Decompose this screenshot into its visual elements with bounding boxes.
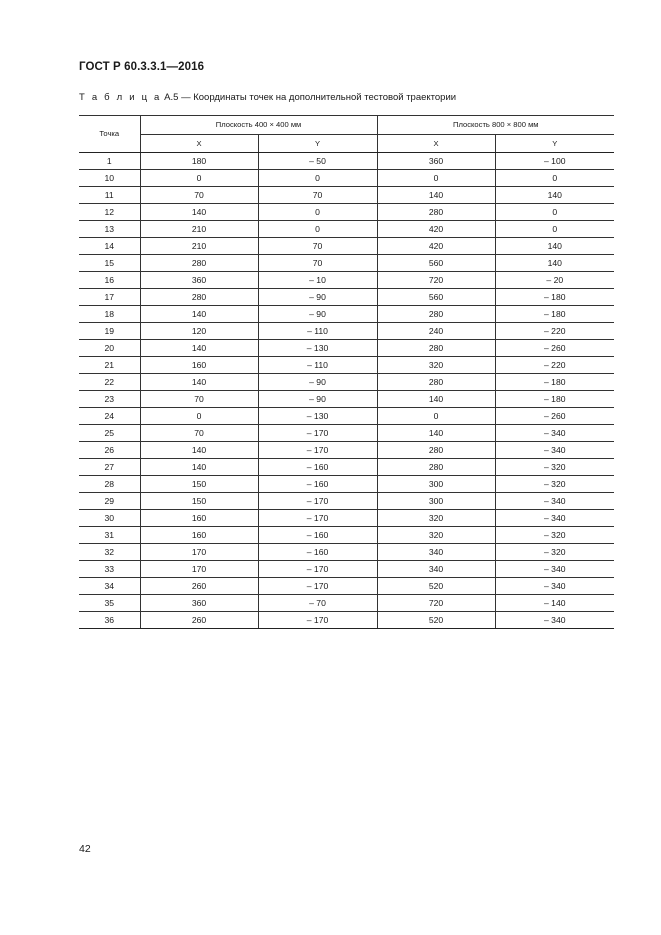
cell-400-y: – 170 — [258, 578, 377, 595]
cell-point: 23 — [79, 391, 140, 408]
header-plane-400: Плоскость 400 × 400 мм — [140, 116, 377, 135]
cell-400-y: – 160 — [258, 544, 377, 561]
cell-800-x: 280 — [377, 204, 495, 221]
table-row — [79, 221, 614, 238]
cell-400-x: 120 — [140, 323, 258, 340]
cell-400-x: 140 — [140, 374, 258, 391]
cell-400-y: 0 — [258, 170, 377, 187]
cell-point: 30 — [79, 510, 140, 527]
cell-800-x: 340 — [377, 561, 495, 578]
cell-400-y: 70 — [258, 238, 377, 255]
document-header: ГОСТ Р 60.3.3.1—2016 — [79, 61, 205, 73]
cell-400-y: 0 — [258, 204, 377, 221]
cell-400-y: – 110 — [258, 357, 377, 374]
cell-800-x: 240 — [377, 323, 495, 340]
table-row — [79, 459, 614, 476]
cell-800-x: 280 — [377, 374, 495, 391]
header-400-y: Y — [258, 135, 377, 153]
cell-800-y: 0 — [495, 221, 614, 238]
cell-800-x: 140 — [377, 391, 495, 408]
cell-800-x: 320 — [377, 510, 495, 527]
cell-800-x: 420 — [377, 221, 495, 238]
header-800-y: Y — [495, 135, 614, 153]
cell-400-y: – 50 — [258, 153, 377, 170]
cell-400-y: – 70 — [258, 595, 377, 612]
table-row — [79, 544, 614, 561]
table-caption-label: Т а б л и ц а — [79, 92, 162, 103]
table-row — [79, 153, 614, 170]
cell-400-x: 150 — [140, 476, 258, 493]
header-plane-800: Плоскость 800 × 800 мм — [377, 116, 614, 135]
cell-point: 20 — [79, 340, 140, 357]
cell-point: 35 — [79, 595, 140, 612]
cell-point: 34 — [79, 578, 140, 595]
cell-400-x: 280 — [140, 255, 258, 272]
cell-400-y: – 170 — [258, 442, 377, 459]
cell-400-x: 150 — [140, 493, 258, 510]
cell-400-y: – 170 — [258, 612, 377, 629]
cell-400-x: 140 — [140, 306, 258, 323]
cell-400-x: 70 — [140, 425, 258, 442]
cell-800-x: 340 — [377, 544, 495, 561]
cell-point: 15 — [79, 255, 140, 272]
cell-800-y: – 100 — [495, 153, 614, 170]
cell-400-y: – 90 — [258, 391, 377, 408]
cell-800-y: – 20 — [495, 272, 614, 289]
cell-800-x: 300 — [377, 493, 495, 510]
cell-point: 13 — [79, 221, 140, 238]
cell-800-x: 520 — [377, 612, 495, 629]
cell-400-x: 260 — [140, 578, 258, 595]
cell-800-y: – 340 — [495, 442, 614, 459]
cell-800-y: – 320 — [495, 476, 614, 493]
cell-800-y: – 340 — [495, 612, 614, 629]
cell-800-y: – 340 — [495, 578, 614, 595]
table-row — [79, 357, 614, 374]
cell-800-y: – 340 — [495, 561, 614, 578]
table-caption — [79, 92, 456, 103]
cell-point: 17 — [79, 289, 140, 306]
cell-800-y: – 220 — [495, 323, 614, 340]
cell-point: 21 — [79, 357, 140, 374]
cell-800-x: 720 — [377, 595, 495, 612]
table-row — [79, 323, 614, 340]
table-row — [79, 408, 614, 425]
cell-400-x: 0 — [140, 170, 258, 187]
cell-point: 26 — [79, 442, 140, 459]
cell-400-y: – 160 — [258, 476, 377, 493]
cell-800-y: 0 — [495, 204, 614, 221]
cell-400-x: 170 — [140, 561, 258, 578]
cell-800-x: 560 — [377, 255, 495, 272]
cell-point: 1 — [79, 153, 140, 170]
cell-800-y: – 140 — [495, 595, 614, 612]
coordinates-table — [79, 115, 614, 629]
cell-point: 33 — [79, 561, 140, 578]
cell-point: 25 — [79, 425, 140, 442]
table-row — [79, 561, 614, 578]
cell-800-y: – 260 — [495, 340, 614, 357]
cell-400-x: 260 — [140, 612, 258, 629]
table-row — [79, 493, 614, 510]
cell-800-y: – 260 — [495, 408, 614, 425]
table-row — [79, 595, 614, 612]
cell-400-x: 160 — [140, 357, 258, 374]
cell-400-x: 360 — [140, 272, 258, 289]
header-400-x: X — [140, 135, 258, 153]
cell-800-x: 420 — [377, 238, 495, 255]
cell-800-y: – 320 — [495, 527, 614, 544]
cell-800-x: 360 — [377, 153, 495, 170]
cell-400-x: 360 — [140, 595, 258, 612]
cell-400-y: – 10 — [258, 272, 377, 289]
cell-400-y: – 160 — [258, 527, 377, 544]
cell-400-x: 210 — [140, 238, 258, 255]
cell-400-x: 280 — [140, 289, 258, 306]
header-point: Точка — [79, 116, 140, 153]
cell-point: 16 — [79, 272, 140, 289]
table-body — [79, 153, 614, 629]
cell-800-x: 720 — [377, 272, 495, 289]
cell-800-x: 0 — [377, 170, 495, 187]
cell-400-x: 140 — [140, 459, 258, 476]
cell-point: 19 — [79, 323, 140, 340]
cell-400-x: 0 — [140, 408, 258, 425]
cell-400-x: 210 — [140, 221, 258, 238]
cell-400-y: – 130 — [258, 408, 377, 425]
cell-800-y: – 340 — [495, 510, 614, 527]
cell-400-y: – 170 — [258, 561, 377, 578]
table-caption-text: А.5 — Координаты точек на дополнительной тестовой траектории — [161, 92, 457, 103]
table-row — [79, 578, 614, 595]
table-row — [79, 170, 614, 187]
cell-800-y: – 180 — [495, 306, 614, 323]
cell-400-y: 0 — [258, 221, 377, 238]
cell-800-y: – 180 — [495, 374, 614, 391]
cell-400-y: 70 — [258, 187, 377, 204]
cell-400-y: – 170 — [258, 425, 377, 442]
table-row — [79, 612, 614, 629]
table-row — [79, 527, 614, 544]
cell-400-x: 70 — [140, 391, 258, 408]
cell-400-x: 140 — [140, 204, 258, 221]
cell-800-x: 140 — [377, 425, 495, 442]
cell-800-x: 560 — [377, 289, 495, 306]
cell-400-y: – 170 — [258, 493, 377, 510]
cell-point: 28 — [79, 476, 140, 493]
cell-800-x: 140 — [377, 187, 495, 204]
cell-400-y: – 160 — [258, 459, 377, 476]
cell-800-x: 300 — [377, 476, 495, 493]
cell-800-y: – 220 — [495, 357, 614, 374]
table-row — [79, 306, 614, 323]
cell-400-y: – 90 — [258, 289, 377, 306]
cell-point: 10 — [79, 170, 140, 187]
cell-point: 31 — [79, 527, 140, 544]
cell-point: 11 — [79, 187, 140, 204]
cell-800-y: – 320 — [495, 544, 614, 561]
cell-point: 12 — [79, 204, 140, 221]
cell-point: 18 — [79, 306, 140, 323]
cell-400-x: 160 — [140, 527, 258, 544]
cell-point: 14 — [79, 238, 140, 255]
cell-point: 32 — [79, 544, 140, 561]
header-800-x: X — [377, 135, 495, 153]
table-row — [79, 476, 614, 493]
cell-point: 29 — [79, 493, 140, 510]
cell-point: 27 — [79, 459, 140, 476]
cell-point: 24 — [79, 408, 140, 425]
cell-400-x: 70 — [140, 187, 258, 204]
cell-400-y: – 170 — [258, 510, 377, 527]
table-row — [79, 510, 614, 527]
cell-800-y: – 180 — [495, 289, 614, 306]
page-number: 42 — [79, 843, 91, 855]
cell-400-y: – 130 — [258, 340, 377, 357]
table-row — [79, 374, 614, 391]
cell-800-y: 140 — [495, 255, 614, 272]
cell-point: 36 — [79, 612, 140, 629]
cell-800-y: – 340 — [495, 425, 614, 442]
cell-400-x: 140 — [140, 442, 258, 459]
cell-400-y: – 110 — [258, 323, 377, 340]
table-row — [79, 272, 614, 289]
cell-800-y: – 340 — [495, 493, 614, 510]
cell-800-x: 0 — [377, 408, 495, 425]
table-row — [79, 204, 614, 221]
cell-800-x: 320 — [377, 527, 495, 544]
cell-800-x: 280 — [377, 459, 495, 476]
table-row — [79, 255, 614, 272]
cell-400-y: – 90 — [258, 374, 377, 391]
cell-800-x: 280 — [377, 306, 495, 323]
cell-400-x: 180 — [140, 153, 258, 170]
cell-800-x: 520 — [377, 578, 495, 595]
cell-point: 22 — [79, 374, 140, 391]
table-row — [79, 340, 614, 357]
table-row — [79, 289, 614, 306]
table-row — [79, 187, 614, 204]
cell-400-x: 140 — [140, 340, 258, 357]
cell-800-x: 280 — [377, 442, 495, 459]
cell-800-y: 140 — [495, 187, 614, 204]
cell-400-y: – 90 — [258, 306, 377, 323]
cell-400-x: 170 — [140, 544, 258, 561]
cell-400-x: 160 — [140, 510, 258, 527]
cell-800-x: 320 — [377, 357, 495, 374]
cell-800-y: 0 — [495, 170, 614, 187]
table-row — [79, 238, 614, 255]
table-row — [79, 391, 614, 408]
cell-800-x: 280 — [377, 340, 495, 357]
cell-400-y: 70 — [258, 255, 377, 272]
cell-800-y: 140 — [495, 238, 614, 255]
cell-800-y: – 180 — [495, 391, 614, 408]
table-row — [79, 425, 614, 442]
cell-800-y: – 320 — [495, 459, 614, 476]
table-row — [79, 442, 614, 459]
